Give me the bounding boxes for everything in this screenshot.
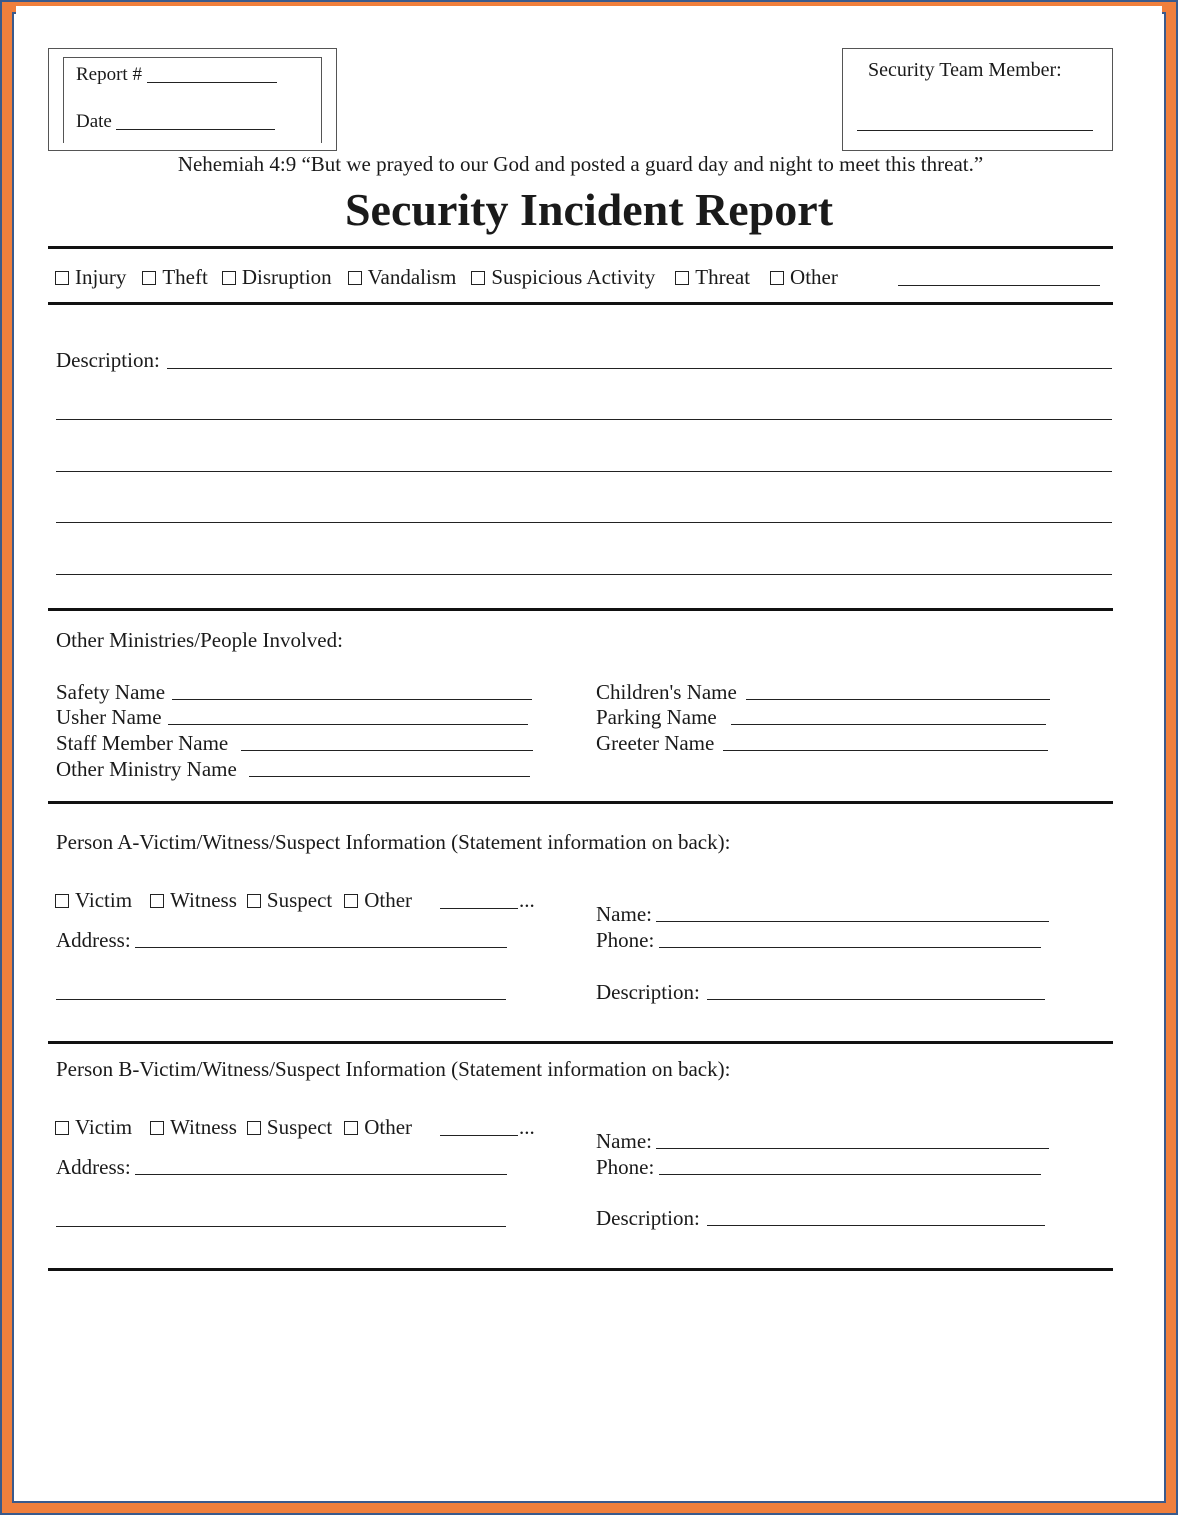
divider: [48, 302, 1113, 305]
ministries-heading: Other Ministries/People Involved:: [56, 628, 343, 652]
verse-quote: Nehemiah 4:9 “But we prayed to our God and posted a guard day and night to meet this threat.”: [177, 152, 984, 176]
person-b-other-field[interactable]: [440, 1135, 518, 1136]
person-a-description-label: Description:: [596, 980, 700, 1004]
person-b-description-label: Description:: [596, 1206, 700, 1230]
person-a-address-line-2[interactable]: [56, 999, 506, 1000]
person-b-role-other[interactable]: Other: [344, 1115, 412, 1139]
description-label: Description:: [56, 348, 160, 372]
person-a-phone-label: Phone:: [596, 928, 655, 952]
incident-other-field[interactable]: [898, 285, 1100, 286]
parking-name-label: Parking Name: [596, 705, 717, 729]
checkbox-icon[interactable]: [55, 894, 69, 908]
person-a-other-field[interactable]: [440, 908, 518, 909]
checkbox-icon[interactable]: [222, 271, 236, 285]
safety-name-field[interactable]: [172, 699, 532, 700]
person-a-address-field[interactable]: [135, 947, 507, 948]
childrens-name-label: Children's Name: [596, 680, 737, 704]
staff-member-name-field[interactable]: [241, 750, 533, 751]
person-a-name-label: Name:: [596, 902, 652, 926]
person-a-heading: Person A-Victim/Witness/Suspect Information (Statement information on back):: [56, 830, 731, 854]
staff-member-name-label: Staff Member Name: [56, 731, 229, 755]
other-ministry-name-label: Other Ministry Name: [56, 757, 237, 781]
page-title: Security Incident Report: [344, 184, 834, 235]
incident-type-other[interactable]: Other: [770, 265, 838, 289]
person-b-phone-label: Phone:: [596, 1155, 655, 1179]
person-a-other-ellipsis: ...: [519, 888, 535, 912]
incident-type-row: [55, 265, 838, 289]
person-b-phone-field[interactable]: [659, 1174, 1041, 1175]
date-label: Date: [76, 111, 112, 132]
parking-name-field[interactable]: [731, 724, 1046, 725]
report-number-field[interactable]: [147, 82, 277, 83]
person-a-role-suspect[interactable]: Suspect: [247, 888, 332, 912]
person-a-role-victim[interactable]: Victim: [55, 888, 132, 912]
person-a-description-field[interactable]: [707, 999, 1045, 1000]
checkbox-icon[interactable]: [770, 271, 784, 285]
description-line-2[interactable]: [56, 419, 1112, 420]
person-b-name-label: Name:: [596, 1129, 652, 1153]
usher-name-field[interactable]: [168, 724, 528, 725]
checkbox-icon[interactable]: [471, 271, 485, 285]
team-member-label: Security Team Member:: [868, 59, 1062, 81]
greeter-name-field[interactable]: [723, 750, 1048, 751]
person-b-address-line-2[interactable]: [56, 1226, 506, 1227]
description-line-1[interactable]: [167, 368, 1112, 369]
person-b-role-witness[interactable]: Witness: [150, 1115, 237, 1139]
checkbox-icon[interactable]: [675, 271, 689, 285]
person-b-role-victim[interactable]: Victim: [55, 1115, 132, 1139]
divider: [48, 608, 1113, 611]
person-a-phone-field[interactable]: [659, 947, 1041, 948]
childrens-name-field[interactable]: [746, 699, 1050, 700]
incident-type-vandalism[interactable]: Vandalism: [348, 265, 457, 289]
incident-type-disruption[interactable]: Disruption: [222, 265, 332, 289]
divider: [48, 246, 1113, 249]
date-field[interactable]: [116, 129, 275, 130]
divider: [48, 801, 1113, 804]
person-a-role-witness[interactable]: Witness: [150, 888, 237, 912]
checkbox-icon[interactable]: [348, 271, 362, 285]
safety-name-label: Safety Name: [56, 680, 166, 704]
divider: [48, 1268, 1113, 1271]
incident-type-theft[interactable]: Theft: [142, 265, 207, 289]
person-b-role-suspect[interactable]: Suspect: [247, 1115, 332, 1139]
description-line-5[interactable]: [56, 574, 1112, 575]
person-b-address-field[interactable]: [135, 1174, 507, 1175]
person-b-other-ellipsis: ...: [519, 1115, 535, 1139]
checkbox-icon[interactable]: [55, 271, 69, 285]
checkbox-icon[interactable]: [150, 1121, 164, 1135]
person-b-role-row: [55, 1115, 412, 1139]
checkbox-icon[interactable]: [247, 894, 261, 908]
person-b-heading: Person B-Victim/Witness/Suspect Information (Statement information on back):: [56, 1057, 731, 1081]
person-a-address-label: Address:: [56, 928, 131, 952]
divider: [48, 1041, 1113, 1044]
checkbox-icon[interactable]: [344, 894, 358, 908]
incident-type-threat[interactable]: Threat: [675, 265, 750, 289]
person-a-name-field[interactable]: [656, 921, 1049, 922]
checkbox-icon[interactable]: [55, 1121, 69, 1135]
checkbox-icon[interactable]: [150, 894, 164, 908]
person-b-address-label: Address:: [56, 1155, 131, 1179]
incident-type-injury[interactable]: Injury: [55, 265, 126, 289]
team-member-field[interactable]: [857, 130, 1093, 131]
checkbox-icon[interactable]: [247, 1121, 261, 1135]
person-a-role-row: [55, 888, 412, 912]
description-line-3[interactable]: [56, 471, 1112, 472]
checkbox-icon[interactable]: [344, 1121, 358, 1135]
person-a-role-other[interactable]: Other: [344, 888, 412, 912]
report-number-label: Report #: [76, 64, 142, 85]
incident-type-suspicious-activity[interactable]: Suspicious Activity: [471, 265, 655, 289]
checkbox-icon[interactable]: [142, 271, 156, 285]
person-b-description-field[interactable]: [707, 1225, 1045, 1226]
person-b-name-field[interactable]: [656, 1148, 1049, 1149]
greeter-name-label: Greeter Name: [596, 731, 715, 755]
usher-name-label: Usher Name: [56, 705, 162, 729]
description-line-4[interactable]: [56, 522, 1112, 523]
other-ministry-name-field[interactable]: [249, 776, 530, 777]
